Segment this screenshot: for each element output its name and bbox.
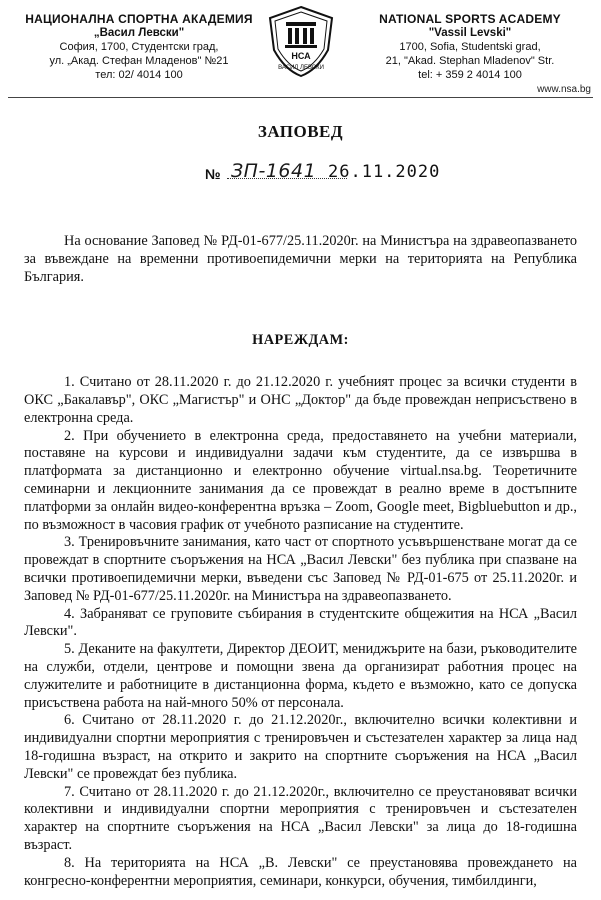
order-item-8: 8. На територията на НСА „В. Левски" се преустановява провеждането на конгресно-конферентни мероприятия, семинари, конкурси, обучения, тимбилдинги, [24,854,577,889]
legal-basis-paragraph: На основание Заповед № РД-01-677/25.11.2020г. на Министъра на здравеопазването за въвеждане на временни противоепидемични мерки на територията на Република България. [24,233,577,285]
letterhead-bulgarian [14,12,264,82]
order-title: ЗАПОВЕД [257,122,344,141]
number-sign: № [205,166,221,182]
phone-en: tel: + 359 2 4014 100 [418,69,522,81]
order-item-5: 5. Деканите на факултети, Директор ДЕОИТ, мениджърите на бази, ръководителите на служби, отдели, центрове и помощни звена да организират работния процес на служителите и работниците в дистанционна форма, където е възможно, като се допуска присъствена работа на най-много 50% от персонала. [24,641,577,711]
nsa-emblem-icon [262,4,340,80]
handwritten-order-number: ЗП-1641 [231,160,317,182]
address-line-1-en: 1700, Sofia, Studentski grad, [399,41,541,53]
academy-name-bg: НАЦИОНАЛНА СПОРТНА АКАДЕМИЯ [25,12,253,26]
phone-bg: тел: 02/ 4014 100 [95,69,183,81]
order-item-6: 6. Считано от 28.11.2020 г. до 21.12.2020г., включително всички колективни и индивидуални спортни мероприятия с тренировъчен и състезателен характер за лица над 18-годишна възраст, на открито и закрито на спортните съоръжения на НСА „Васил Левски" се провеждат без публика. [24,712,577,782]
academy-subname-bg: „Васил Левски" [93,27,185,39]
order-item-1: 1. Считано от 28.11.2020 г. до 21.12.2020 г. учебният процес за всички студенти в ОКС „Бакалавър", ОКС „Магистър" и ОНС „Доктор" да бъде провеждан неприсъствено в електронна среда. [24,374,577,426]
ordain-heading: НАРЕЖДАМ: [252,332,349,349]
letterhead-english [350,12,590,82]
order-number-line [205,160,465,190]
order-item-3: 3. Тренировъчните занимания, като част от спортното усъвършенстване могат да се провеждат в спортните съоръжения на НСА „Васил Левски" без публика при спазване на всички противоепидемични мерки, въведени със Заповед № РД-01-675 от 25.11.2020г. и Заповед № РД-01-677/25.11.2020г. на Министъра на здравеопазването. [24,534,577,604]
order-item-4: 4. Забраняват се груповите събирания в студентските общежития на НСА „Васил Левски". [24,605,577,640]
academy-name-en: NATIONAL SPORTS ACADEMY [379,12,561,26]
website-link[interactable]: www.nsa.bg [537,84,591,95]
emblem-abbr: НСА [291,51,311,61]
emblem-ring-text: ВАСИЛ ЛЕВСКИ [278,65,324,71]
address-line-2-bg: ул. „Акад. Стефан Младенов" №21 [49,55,229,67]
document-body [24,233,577,890]
address-line-2-en: 21, "Akad. Stephan Mladenov" Str. [385,55,555,67]
letterhead-divider [8,97,593,98]
address-line-1-bg: София, 1700, Студентски град, [59,41,219,53]
order-date: 26.11.2020 [328,162,441,182]
academy-subname-en: "Vassil Levski" [428,27,512,39]
order-item-7: 7. Считано от 28.11.2020 г. до 21.12.2020г., включително се преустановяват всички колективни и индивидуални спортни мероприятия с тренировъчен и състезателен характер на спортните съоръжения на НСА „Васил Левски" за лица до 18-годишна възраст. [24,783,577,853]
order-item-2: 2. При обучението в електронна среда, предоставянето на учебни материали, поставяне на курсови и индивидуални задачи към студентите, да се извършва в платформата за дистанционно и електронно обучение virtual.nsa.bg. Теоретичните семинарни и лекционните занимания да се провеждат в реално време в достъпните платформи за онлайн видео-конферентна връзка – Zoom, Google meet, Bigbluebutton и др., по възможност в часовия график от учебното разписание на студентите. [24,427,577,533]
